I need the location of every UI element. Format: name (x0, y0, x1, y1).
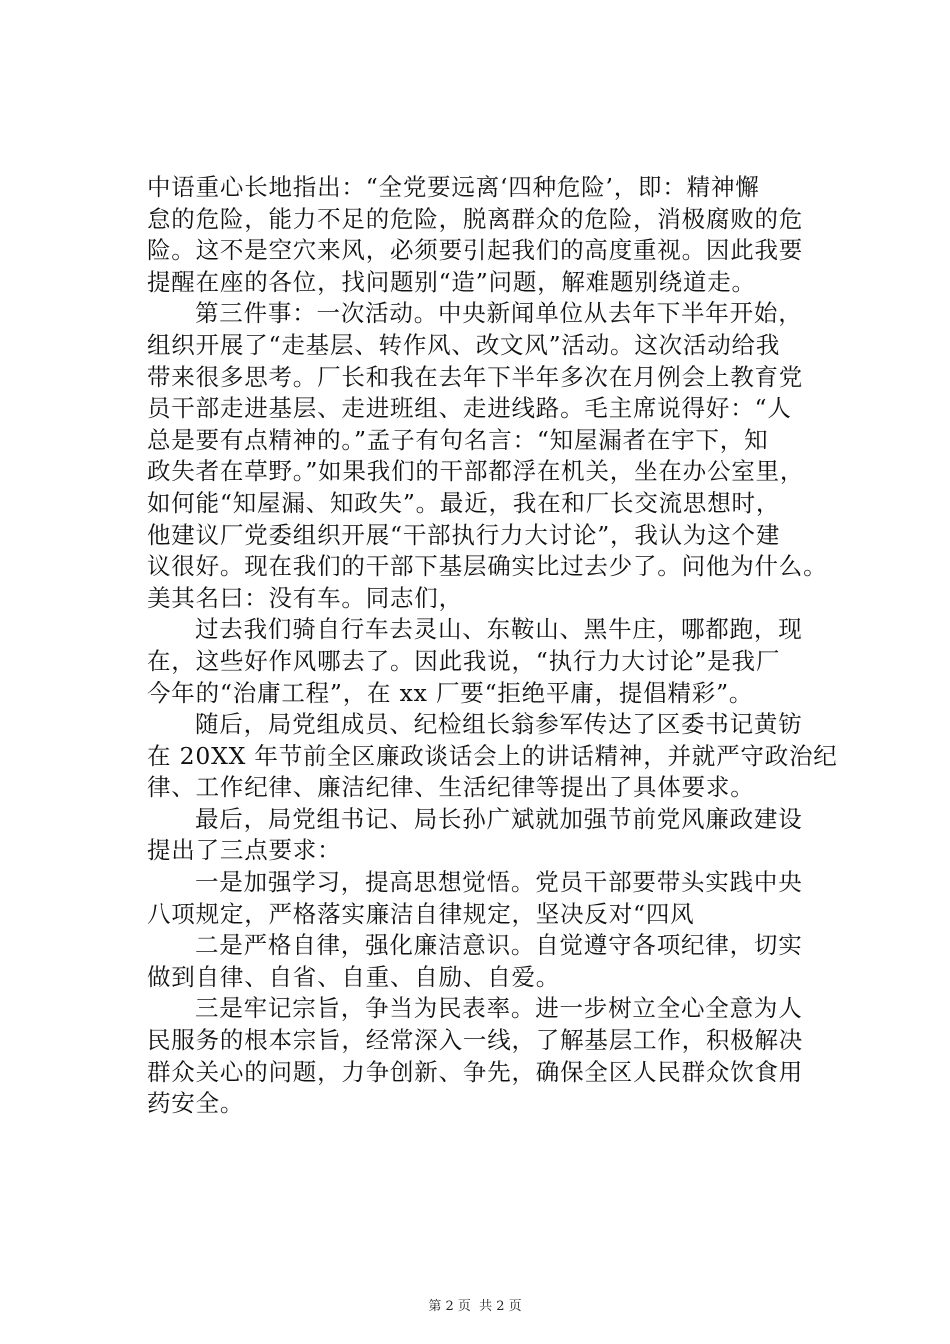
text-line: 做到自律、自省、自重、自励、自爱。 (147, 962, 561, 991)
text-line: 药安全。 (147, 1089, 245, 1118)
text-line: 二是严格自律，强化廉洁意识。自觉遵守各项纪律，切实 (195, 931, 803, 960)
text-line: 提出了三点要求： (147, 836, 342, 865)
text-line: 过去我们骑自行车去灵山、东鞍山、黑牛庄，哪都跑，现 (195, 615, 803, 644)
text-line: 议很好。现在我们的干部下基层确实比过去少了。问他为什么。 (147, 552, 828, 581)
text-line: 第三件事：一次活动。中央新闻单位从去年下半年开始， (195, 299, 803, 328)
page-footer (0, 1298, 950, 1316)
text-line: 一是加强学习，提高思想觉悟。党员干部要带头实践中央 (195, 868, 803, 897)
text-line: 怠的危险，能力不足的危险，脱离群众的危险，消极腐败的危 (147, 204, 804, 233)
text-line: 带来很多思考。厂长和我在去年下半年多次在月例会上教育党 (147, 362, 804, 391)
text-line: 今年的“治庸工程”，在 xx 厂要“拒绝平庸，提倡精彩”。 (147, 678, 754, 707)
text-line: 最后，局党组书记、局长孙广斌就加强节前党风廉政建设 (195, 804, 803, 833)
text-line: 在，这些好作风哪去了。因此我说，“执行力大讨论”是我厂 (147, 646, 781, 675)
text-line: 组织开展了“走基层、转作风、改文风”活动。这次活动给我 (147, 330, 781, 359)
text-line: 他建议厂党委组织开展“干部执行力大讨论”，我认为这个建 (147, 520, 781, 549)
text-line: 总是要有点精神的。”孟子有句名言：“知屋漏者在宇下，知 (147, 425, 769, 454)
text-line: 提醒在座的各位，找问题别“造”问题，解难题别绕道走。 (147, 267, 756, 296)
text-line: 八项规定，严格落实廉洁自律规定，坚决反对“四风 (147, 899, 695, 928)
text-line: 员干部走进基层、走进班组、走进线路。毛主席说得好：“人 (147, 394, 792, 423)
page-number-label: 第 2 页 共 2 页 (428, 1299, 522, 1314)
text-line: 三是牢记宗旨，争当为民表率。进一步树立全心全意为人 (195, 994, 803, 1023)
text-line: 中语重心长地指出：“全党要远离‘四种危险’，即：精神懈 (147, 173, 760, 201)
text-line: 美其名曰：没有车。同志们， (147, 583, 463, 612)
text-line: 险。这不是空穴来风，必须要引起我们的高度重视。因此我要 (147, 236, 804, 265)
text-line: 民服务的根本宗旨，经常深入一线，了解基层工作，积极解决 (147, 1026, 804, 1055)
document-body (147, 172, 837, 1120)
text-line: 群众关心的问题，力争创新、争先，确保全区人民群众饮食用 (147, 1057, 804, 1086)
text-line: 律、工作纪律、廉洁纪律、生活纪律等提出了具体要求。 (147, 773, 755, 802)
text-line: 如何能“知屋漏、知政失”。最近，我在和厂长交流思想时， (147, 488, 781, 517)
text-line: 政失者在草野。”如果我们的干部都浮在机关，坐在办公室里， (147, 457, 805, 486)
text-line: 在 20XX 年节前全区廉政谈话会上的讲话精神，并就严守政治纪 (147, 741, 838, 770)
text-line: 随后，局党组成员、纪检组长翁参军传达了区委书记黄钫 (195, 710, 803, 739)
